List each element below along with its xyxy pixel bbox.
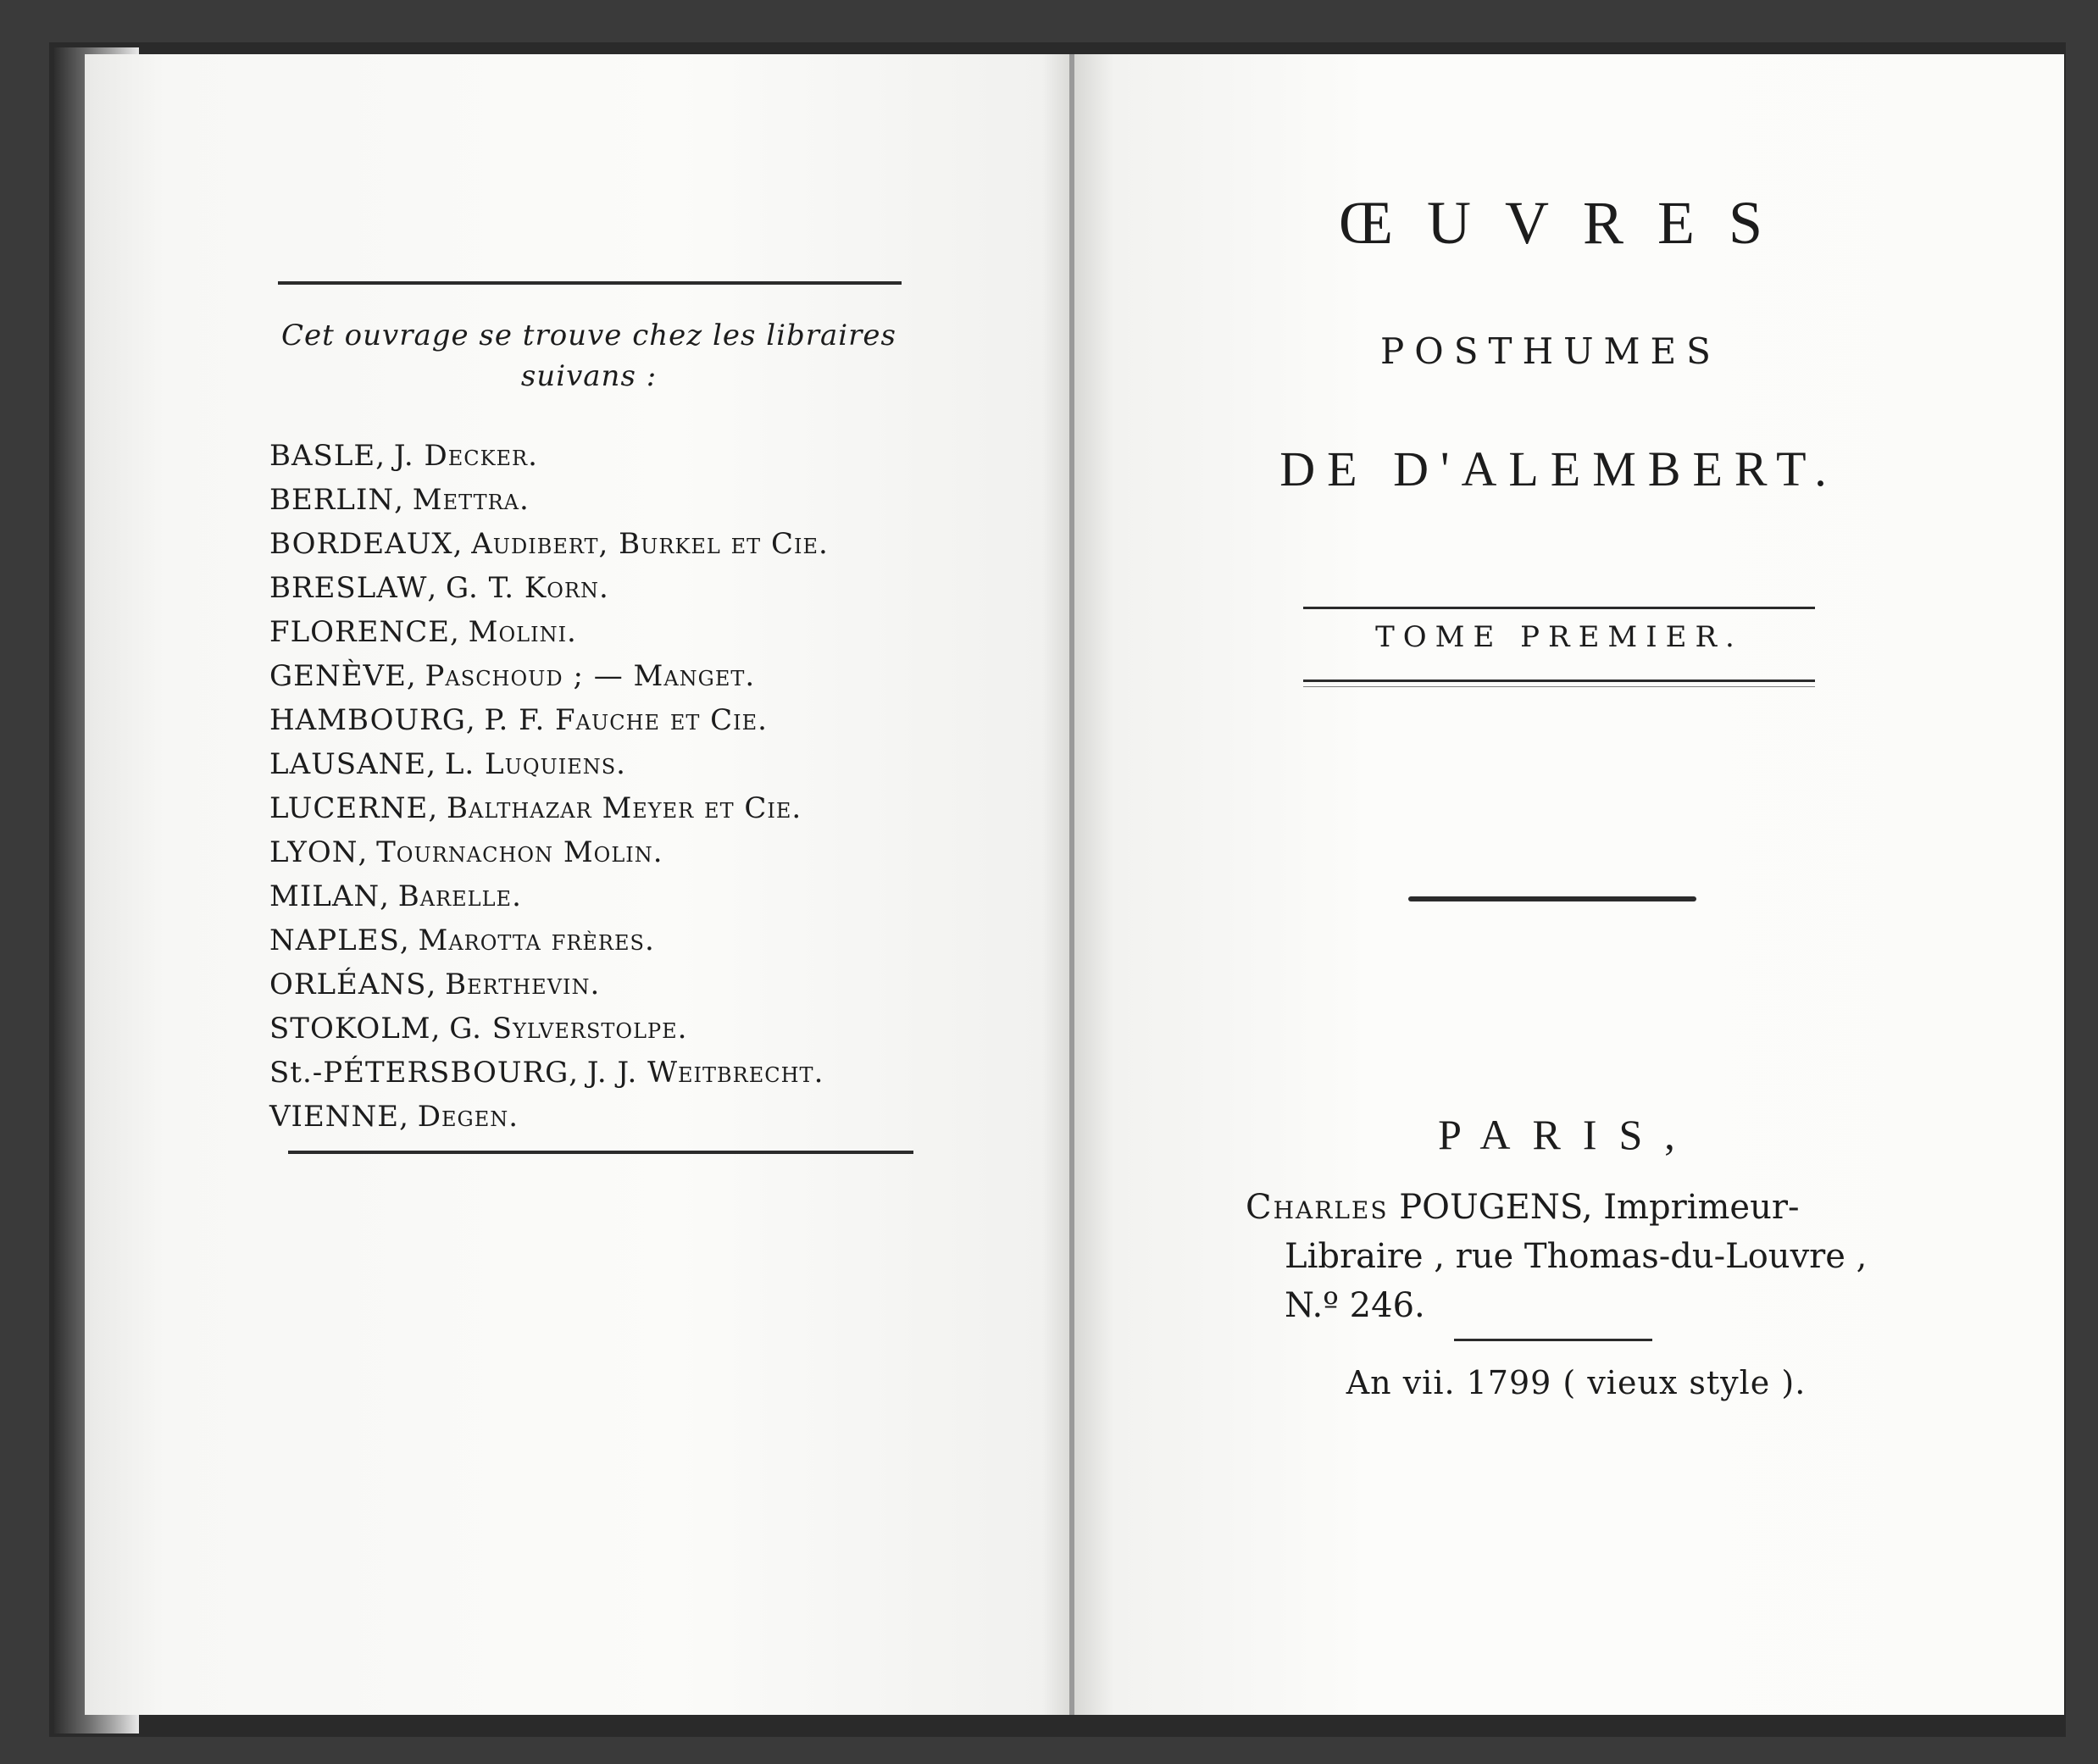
list-item: STOKOLM, G. Sylverstolpe. <box>269 1012 688 1046</box>
volume-label: TOME PREMIER. <box>1375 620 1743 654</box>
book-title: ŒUVRES <box>1338 189 1797 257</box>
list-item: BERLIN, Mettra. <box>269 483 530 517</box>
list-item: NAPLES, Marotta frères. <box>269 924 655 957</box>
volume-rule-top <box>1303 607 1815 609</box>
printer-address: Libraire , rue Thomas-du-Louvre , <box>1285 1237 1868 1276</box>
list-item: LUCERNE, Balthazar Meyer et Cie. <box>269 791 802 825</box>
list-item: ORLÉANS, Berthevin. <box>269 968 601 1001</box>
printer-first-name: Charles <box>1246 1188 1389 1227</box>
printer-name: POUGENS, Imprimeur- <box>1399 1188 1800 1227</box>
list-item: LYON, Tournachon Molin. <box>269 835 663 869</box>
bottom-rule-left <box>288 1151 913 1154</box>
booksellers-list <box>269 434 947 1139</box>
list-item: St.-PÉTERSBOURG, J. J. Weitbrecht. <box>269 1056 824 1090</box>
list-item: VIENNE, Degen. <box>269 1100 519 1134</box>
imprint-rule <box>1454 1339 1652 1341</box>
list-item: MILAN, Barelle. <box>269 879 522 913</box>
publication-date: An vii. 1799 ( vieux style ). <box>1346 1364 1807 1401</box>
list-item: LAUSANE, L. Luquiens. <box>269 747 626 781</box>
list-item: HAMBOURG, P. F. Fauche et Cie. <box>269 703 768 737</box>
list-item: BORDEAUX, Audibert, Burkel et Cie. <box>269 527 829 561</box>
right-page <box>1074 54 2064 1715</box>
top-rule-left <box>278 281 902 285</box>
list-item: GENÈVE, Paschoud ; — Manget. <box>269 659 756 693</box>
list-item: BRESLAW, G. T. Korn. <box>269 571 609 605</box>
ornamental-rule <box>1408 896 1696 901</box>
list-item: FLORENCE, Molini. <box>269 615 577 649</box>
printer-imprint <box>1246 1183 1890 1330</box>
book-subtitle: POSTHUMES <box>1380 330 1721 372</box>
volume-rule-bottom-thin <box>1303 686 1815 687</box>
booksellers-intro: Cet ouvrage se trouve chez les libraires suivans : <box>281 319 896 393</box>
imprint-city: PARIS, <box>1438 1111 1697 1158</box>
list-item: BASLE, J. Decker. <box>269 439 538 473</box>
volume-rule-bottom <box>1303 680 1815 682</box>
book-author: DE D'ALEMBERT. <box>1279 441 1839 496</box>
printer-number: N.º 246. <box>1285 1286 1425 1325</box>
